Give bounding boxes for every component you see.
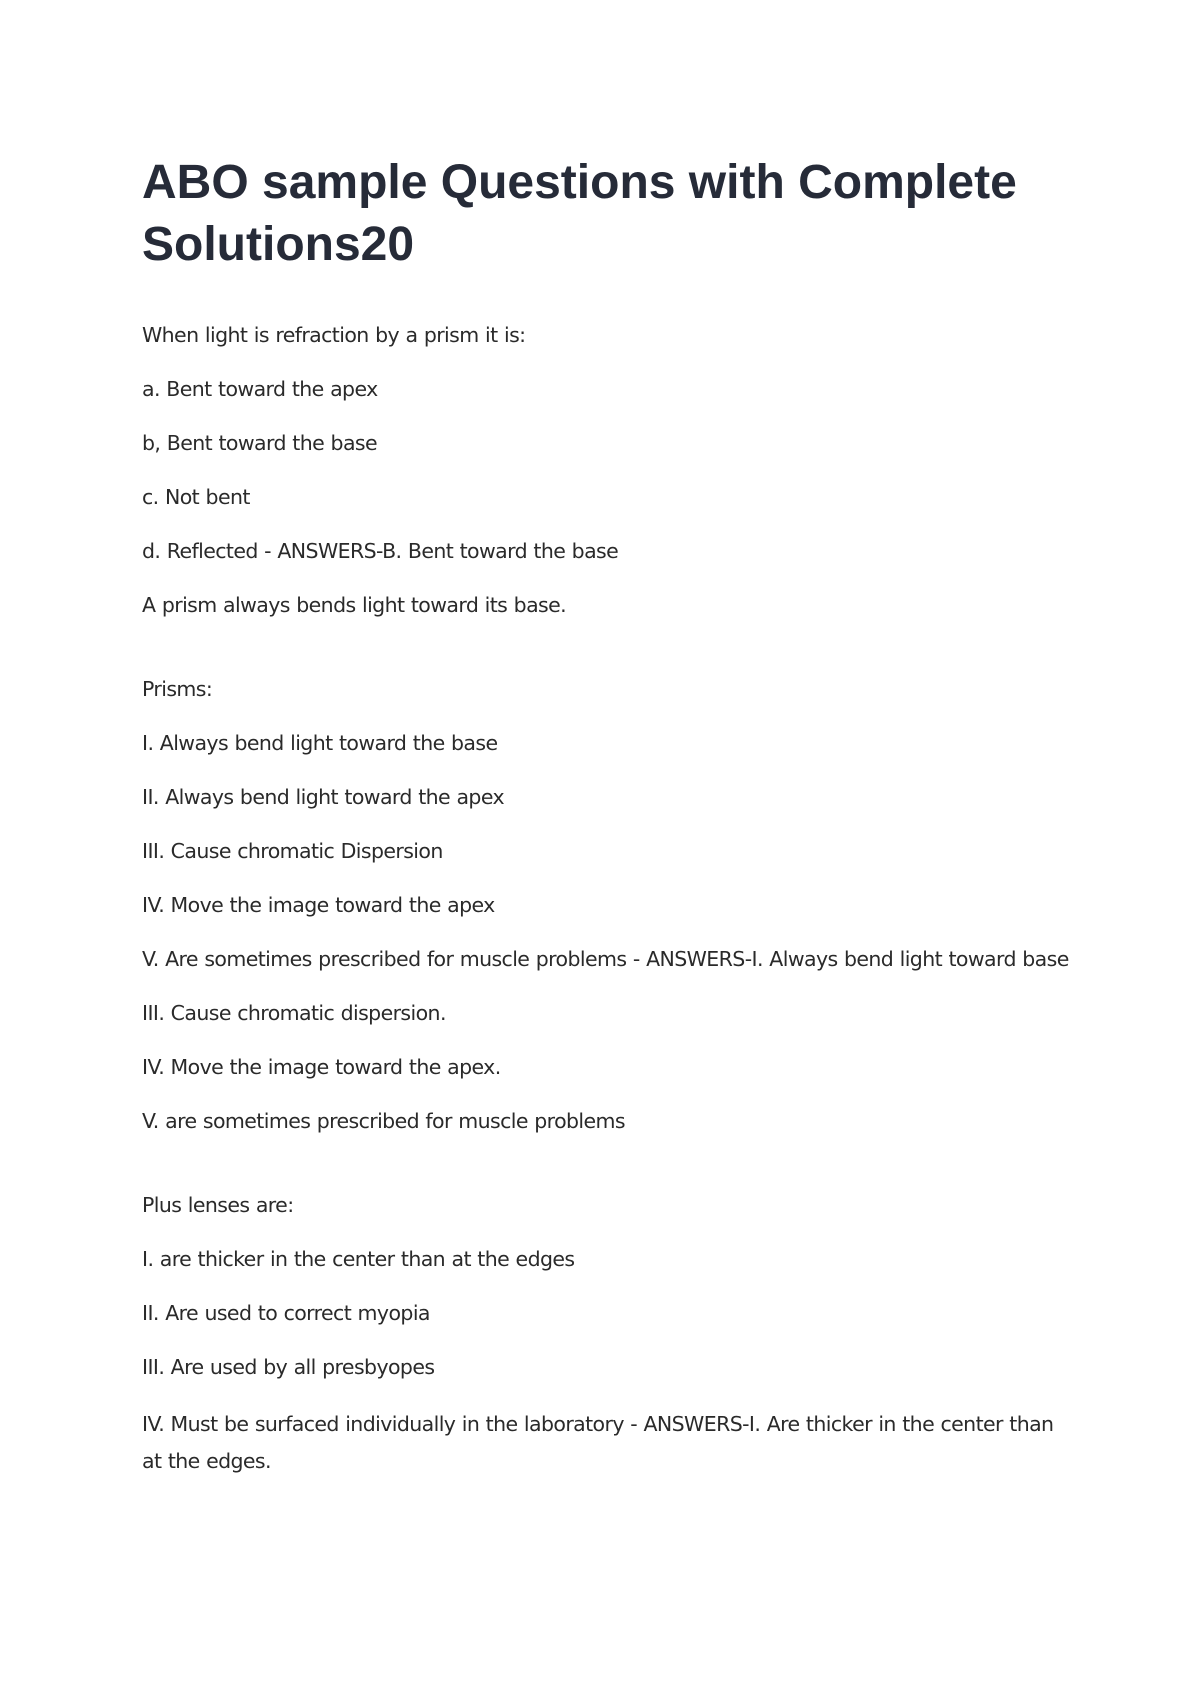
answer-explanation: A prism always bends light toward its base. [142, 593, 567, 617]
answer-option: IV. Move the image toward the apex [142, 893, 495, 917]
question-block [142, 674, 1072, 1136]
page-title: ABO sample Questions with Complete Solutions20 [142, 156, 1017, 271]
answer-option: III. Cause chromatic Dispersion [142, 839, 443, 863]
answer-explanation: V. are sometimes prescribed for muscle problems [142, 1109, 625, 1133]
answer-option: d. Reflected - ANSWERS-B. Bent toward the base [142, 539, 619, 563]
document-body [142, 320, 1072, 1534]
question-stem: When light is refraction by a prism it is: [142, 323, 526, 347]
answer-option: I. are thicker in the center than at the edges [142, 1247, 575, 1271]
question-block [142, 320, 1072, 620]
question-block [142, 1190, 1072, 1480]
answer-option: V. Are sometimes prescribed for muscle problems - ANSWERS-I. Always bend light toward base [142, 947, 1069, 971]
question-stem: Plus lenses are: [142, 1193, 294, 1217]
question-stem: Prisms: [142, 677, 213, 701]
answer-explanation: IV. Move the image toward the apex. [142, 1055, 501, 1079]
answer-explanation: III. Cause chromatic dispersion. [142, 1001, 446, 1025]
answer-option: I. Always bend light toward the base [142, 731, 498, 755]
answer-option: IV. Must be surfaced individually in the laboratory - ANSWERS-I. Are thicker in the center than at the edges. [142, 1412, 1054, 1473]
answer-option: II. Are used to correct myopia [142, 1301, 430, 1325]
answer-option: b, Bent toward the base [142, 431, 378, 455]
answer-option: III. Are used by all presbyopes [142, 1355, 435, 1379]
answer-option: II. Always bend light toward the apex [142, 785, 505, 809]
answer-option: a. Bent toward the apex [142, 377, 378, 401]
answer-option: c. Not bent [142, 485, 250, 509]
